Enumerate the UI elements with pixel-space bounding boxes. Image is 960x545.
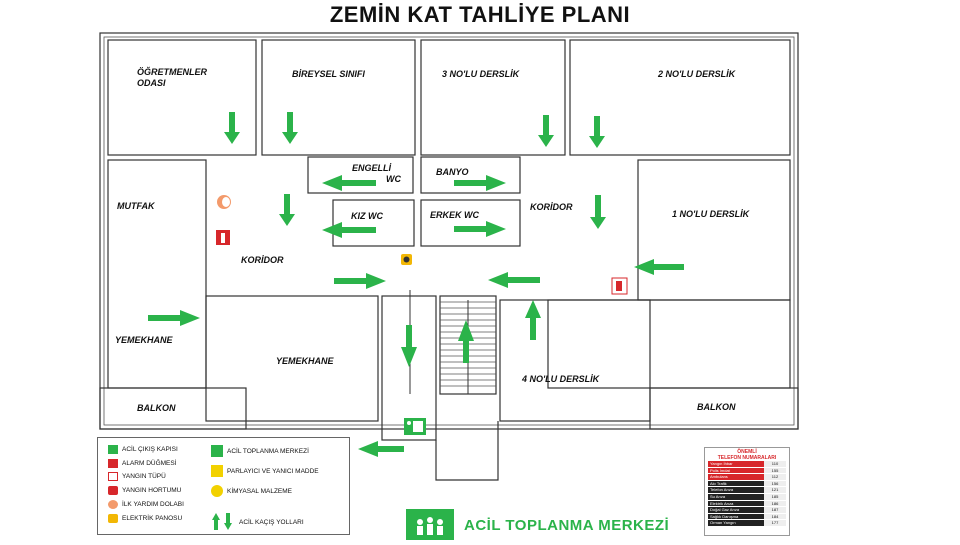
arrow-right-koridor: [334, 273, 386, 289]
arrow-down-koridor-left: [279, 194, 295, 226]
legend-item-kimyasal: KİMYASAL MALZEME: [211, 485, 292, 497]
first-aid-cabinet-icon: [217, 195, 231, 209]
arrow-left-derslik1: [634, 259, 684, 275]
arrow-up-stairs: [458, 320, 474, 363]
fire-extinguisher-icon: [216, 230, 230, 245]
phone-numbers-panel: [704, 447, 790, 536]
phone-row: [708, 474, 786, 480]
legend-item-alarm: ALARM DÜĞMESİ: [108, 459, 177, 468]
phone-row-name: Polis İmdat: [708, 468, 764, 474]
assembly-label: ACİL TOPLANMA MERKEZİ: [464, 517, 670, 534]
assembly-point-icon: [211, 445, 223, 457]
phone-row-name: Yangın İhbar: [708, 461, 764, 467]
room-koridor-right: KORİDOR: [530, 202, 573, 212]
legend-item-yangin-tupu: YANGIN TÜPÜ: [108, 472, 166, 481]
room-yemekhane-mid: YEMEKHANE: [276, 356, 334, 366]
arrow-left-koridor: [488, 272, 540, 288]
room-balkon-right: BALKON: [697, 402, 736, 412]
assembly-banner: [406, 509, 696, 540]
phone-row: [708, 494, 786, 500]
legend-item-acil-toplanma: ACİL TOPLANMA MERKEZİ: [211, 445, 309, 457]
phone-row: [708, 468, 786, 474]
flammable-icon: [211, 465, 223, 477]
phone-row-name: Ambulans: [708, 474, 764, 480]
phone-row-number: 112: [764, 474, 786, 480]
room-yemekhane-left: YEMEKHANE: [115, 335, 173, 345]
legend-item-parlayici: PARLAYICI VE YANICI MADDE: [211, 465, 319, 477]
legend-item-acil-cikis: ACİL ÇIKIŞ KAPISI: [108, 445, 178, 454]
emergency-exit-sign-icon: [404, 418, 426, 435]
arrow-down-entrance: [401, 325, 417, 367]
phone-row-number: 156: [764, 481, 786, 487]
phone-row: [708, 487, 786, 493]
legend-item-elektrik: ELEKTRİK PANOSU: [108, 514, 182, 523]
phone-row: [708, 481, 786, 487]
arrow-down-derslik2: [589, 116, 605, 148]
arrow-down-ogretmenler: [224, 112, 240, 144]
arrow-down-bireysel: [282, 112, 298, 144]
room-engelli-line1: ENGELLİ: [352, 163, 392, 173]
escape-route-icon: [211, 512, 235, 532]
exit-door-icon: [108, 445, 118, 454]
phone-row-name: Orman Yangın: [708, 520, 764, 526]
phone-row: [708, 461, 786, 467]
room-ogretmenler-line1: ÖĞRETMENLER: [137, 67, 208, 77]
extinguisher-icon: [108, 472, 118, 481]
phone-row: [708, 501, 786, 507]
arrow-down-derslik3: [538, 115, 554, 147]
room-ogretmenler-line2: ODASI: [137, 78, 166, 88]
room-derslik4: 4 NO'LU DERSLİK: [522, 374, 600, 384]
phone-row-number: 186: [764, 501, 786, 507]
phone-row-number: 155: [764, 468, 786, 474]
arrow-right-yemekhane: [148, 310, 200, 326]
phone-title: ÖNEMLİ TELEFON NUMARALARI: [717, 449, 777, 461]
phone-row: [708, 520, 786, 526]
escape-arrows: [148, 112, 684, 457]
legend-item-ilk-yardim: İLK YARDIM DOLABI: [108, 500, 184, 509]
arrow-left-engelli: [322, 175, 376, 191]
phone-row-name: Alo Trafik: [708, 481, 764, 487]
electric-panel-legend-icon: [108, 514, 118, 523]
fire-extinguisher-icon-right: [612, 278, 627, 294]
phone-row-name: Doğal Gaz Arıza: [708, 507, 764, 513]
plan-title: ZEMİN KAT TAHLİYE PLANI: [329, 2, 631, 27]
room-engelli-line2: WC: [386, 174, 401, 184]
room-derslik1: 1 NO'LU DERSLİK: [672, 209, 750, 219]
room-banyo: BANYO: [436, 167, 469, 177]
phone-rows: [705, 461, 789, 526]
fire-hose-icon: [108, 486, 118, 495]
room-derslik3: 3 NO'LU DERSLİK: [442, 69, 520, 79]
legend-item-yangin-hortumu: YANGIN HORTUMU: [108, 486, 181, 495]
arrow-right-erkekwc: [454, 221, 506, 237]
room-mutfak: MUTFAK: [117, 201, 155, 211]
phone-row-name: Telefon Arıza: [708, 487, 764, 493]
phone-row-number: 177: [764, 520, 786, 526]
room-koridor-left: KORİDOR: [241, 255, 284, 265]
phone-row-number: 121: [764, 487, 786, 493]
arrow-right-banyo: [454, 175, 506, 191]
room-erkekwc: ERKEK WC: [430, 210, 479, 220]
phone-row-name: Elektrik Arıza: [708, 501, 764, 507]
chemical-icon: [211, 485, 223, 497]
phone-row-number: 187: [764, 507, 786, 513]
room-balkon-left: BALKON: [137, 403, 176, 413]
walls: [100, 33, 798, 480]
phone-row-name: Sağlık Danışma: [708, 514, 764, 520]
phone-row: [708, 507, 786, 513]
arrow-down-koridor-right: [590, 195, 606, 229]
phone-row-number: 185: [764, 494, 786, 500]
assembly-point-icon-large: [406, 509, 454, 540]
arrow-left-kizwc: [322, 222, 376, 238]
arrow-left-exit: [358, 441, 404, 457]
phone-row: [708, 514, 786, 520]
room-derslik2: 2 NO'LU DERSLİK: [658, 69, 736, 79]
phone-row-number: 110: [764, 461, 786, 467]
room-bireysel: BİREYSEL SINIFI: [292, 69, 365, 79]
room-kizwc: KIZ WC: [351, 211, 383, 221]
first-aid-icon: [108, 500, 118, 509]
arrow-up-derslik4: [525, 300, 541, 340]
electric-panel-icon: [401, 254, 412, 265]
legend-item-kacis-yollari: ACİL KAÇIŞ YOLLARI: [211, 512, 304, 532]
alarm-button-icon: [108, 459, 118, 468]
phone-row-name: Su Arıza: [708, 494, 764, 500]
legend: [97, 437, 350, 535]
phone-row-number: 184: [764, 514, 786, 520]
